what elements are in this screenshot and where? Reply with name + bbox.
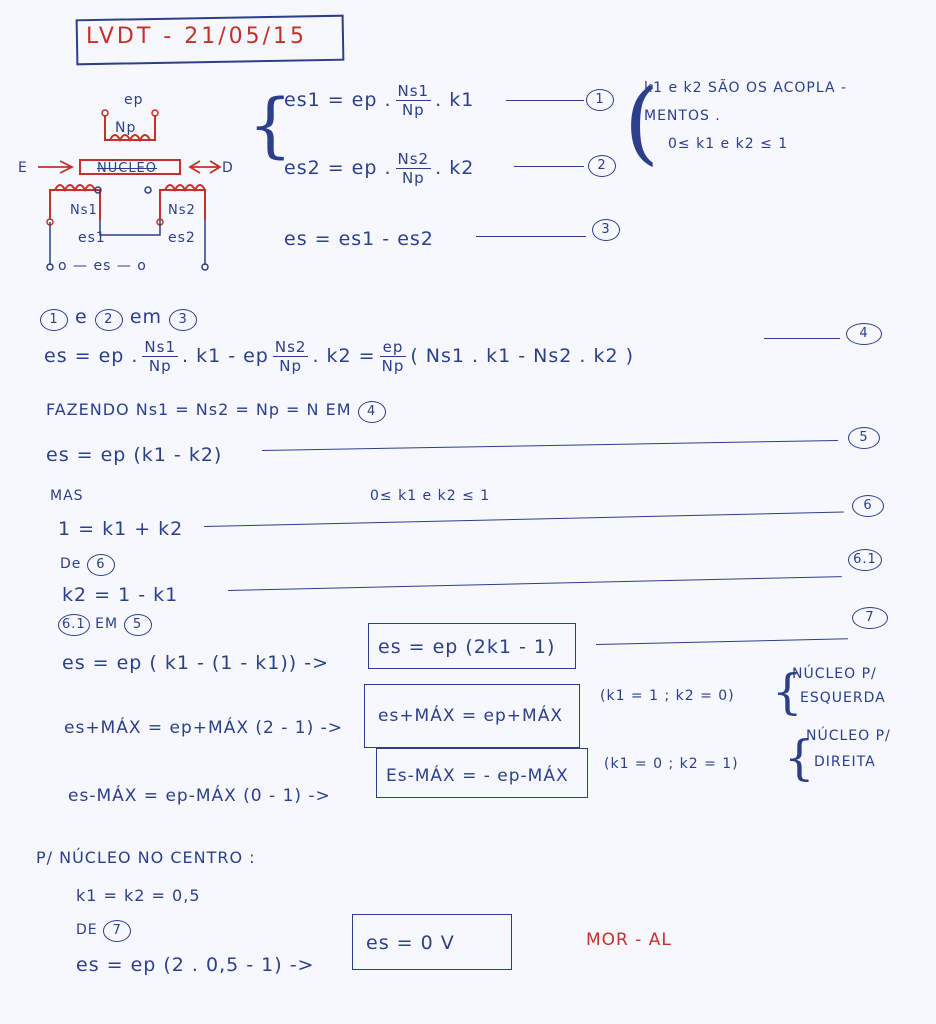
sub2-line: 6.1 EM 5 [58, 614, 152, 636]
diagram-np: Np [115, 120, 137, 136]
eq3-tag: 3 [592, 219, 620, 241]
center-box: es = 0 V [366, 932, 455, 954]
eq7-box: es = ep (2k1 - 1) [378, 636, 556, 658]
diagram-ns1: Ns1 [70, 203, 98, 218]
max-lhs: es+MÁX = ep+MÁX (2 - 1) -> [64, 718, 344, 738]
note-line1: k1 e k2 SÃO OS ACOPLA - [644, 80, 848, 96]
eq7-tag: 7 [852, 607, 888, 629]
min-brace: { [784, 730, 815, 786]
eq4-tag: 4 [846, 323, 882, 345]
min-note2: DIREITA [814, 754, 876, 770]
diagram-ep: ep [124, 92, 144, 108]
min-note1: NÚCLEO P/ [806, 728, 891, 744]
eq7-lhs: es = ep ( k1 - (1 - k1)) -> [62, 652, 330, 674]
center-k: k1 = k2 = 0,5 [76, 886, 201, 905]
max-note2: ESQUERDA [800, 690, 886, 706]
diagram-right-label: D [222, 160, 234, 176]
center-calc: es = ep (2 . 0,5 - 1) -> [76, 954, 315, 976]
diagram-es1: es1 [78, 230, 106, 246]
diagram-ns2: Ns2 [168, 203, 196, 218]
diagram-es2: es2 [168, 230, 196, 246]
fazendo: FAZENDO Ns1 = Ns2 = Np = N EM 4 [46, 400, 386, 423]
eq3: es = es1 - es2 [284, 228, 434, 250]
eq4: es = ep . $\frac{Ns1}{Np}$ . k1 - ep $\frac{Ns2}{Np}$ . k2 = $\frac{ep}{Np}$ ( Ns1 . k1 - Ns2 . k2 ) [44, 338, 635, 375]
signature: MOR - AL [586, 930, 672, 950]
de-line: De 6 [60, 554, 115, 576]
eq2: es2 = ep . $\frac{Ns2}{Np}$ . k2 [284, 150, 475, 187]
center-heading: P/ NÚCLEO NO CENTRO : [36, 848, 256, 867]
min-cond: (k1 = 0 ; k2 = 1) [604, 756, 739, 772]
note-brace: ( [624, 70, 660, 175]
eq1: es1 = ep . $\frac{Ns1}{Np}$ . k1 [284, 82, 475, 119]
note-line3: 0≤ k1 e k2 ≤ 1 [668, 136, 789, 152]
system-brace: { [248, 84, 293, 166]
diagram-left-label: E [18, 160, 28, 176]
eq1-tag: 1 [586, 89, 614, 111]
eq61-tag: 6.1 [848, 549, 882, 571]
eq6: 1 = k1 + k2 [58, 518, 184, 540]
constraint: 0≤ k1 e k2 ≤ 1 [370, 488, 491, 504]
note-line2: MENTOS . [644, 108, 721, 124]
min-lhs: es-MÁX = ep-MÁX (0 - 1) -> [68, 786, 331, 806]
center-de: DE 7 [76, 920, 131, 942]
diagram-es: o — es — o [58, 258, 147, 274]
eq6-tag: 6 [852, 495, 884, 517]
page-title: LVDT - 21/05/15 [86, 24, 307, 49]
eq5: es = ep (k1 - k2) [46, 444, 223, 466]
max-note1: NÚCLEO P/ [792, 666, 877, 682]
max-box: es+MÁX = ep+MÁX [378, 706, 563, 726]
max-cond: (k1 = 1 ; k2 = 0) [600, 688, 735, 704]
mas: MAS [50, 488, 84, 504]
eq2-tag: 2 [588, 155, 616, 177]
diagram-core-label: NÚCLEO [97, 161, 158, 176]
max-brace: { [772, 664, 803, 720]
eq61: k2 = 1 - k1 [62, 584, 179, 606]
eq5-tag: 5 [848, 427, 880, 449]
lvdt-diagram [10, 85, 250, 280]
sub-line: 1 e 2 em 3 [40, 306, 197, 331]
min-box: Es-MÁX = - ep-MÁX [386, 766, 569, 786]
